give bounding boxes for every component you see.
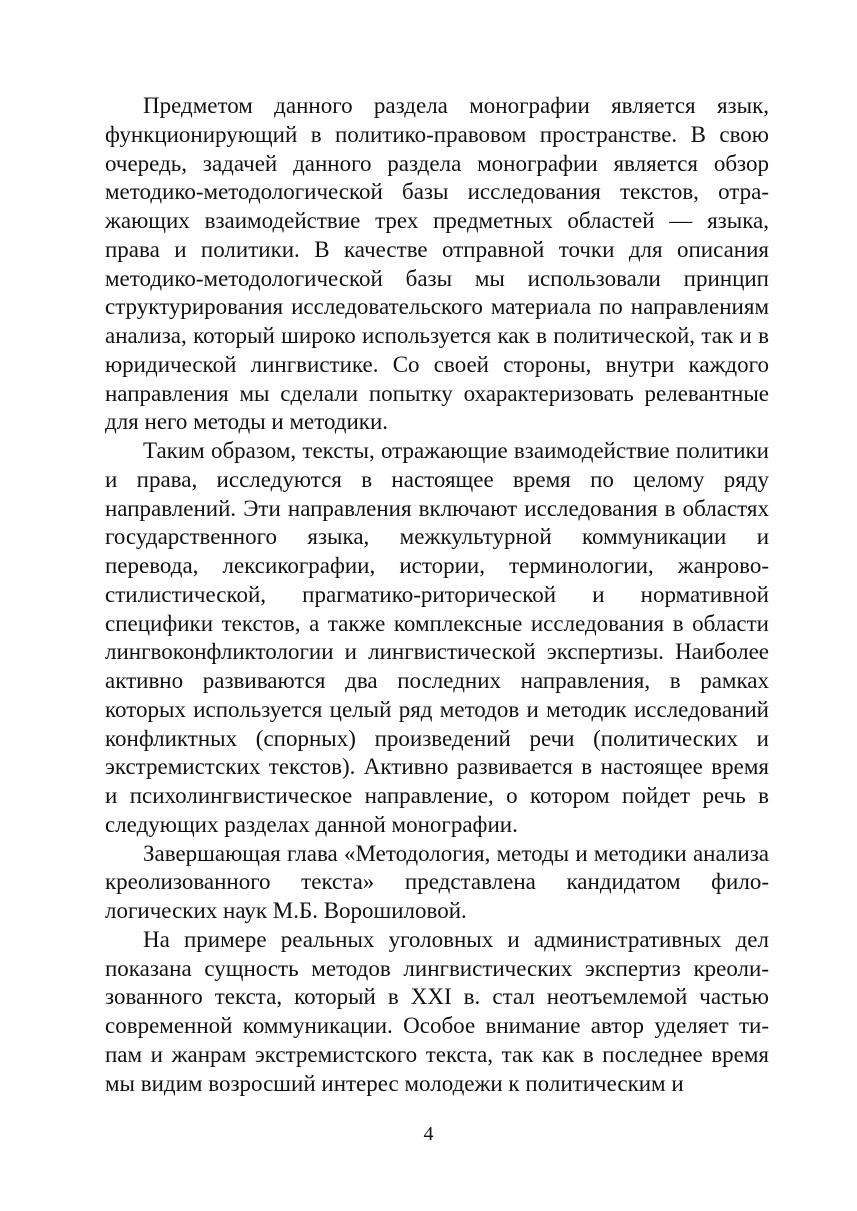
- paragraph-3: Завершающая глава «Методология, методы и методики анализа креолизованного текста» представлена кандидатом филологических наук М.Б. Ворошиловой.: [105, 840, 769, 923]
- page-body: [105, 92, 769, 1098]
- paragraph-4: На примере реальных уголовных и административных дел показана сущность методов лингвистических экспертиз креолизованного текста, который в XXI в. стал неотъемлемой частью современной коммуникации. Особое внимание автор уделяет типам и жанрам экстремистского текста, так как в последнее время мы видим возросший интерес молодежи к политическим и: [105, 926, 769, 1096]
- page-number: 4: [423, 1123, 434, 1145]
- paragraph-2: Таким образом, тексты, отражающие взаимодействие политики и права, исследуются в настоящее время по целому ряду направлений. Эти направления включают исследования в областях государственного языка, межкультурной коммуникации и перевода, лексикографии, истории, терминологии, жанрово-стилистической, прагматико-риторической и нормативной специфики текстов, а также комплексные исследования в области лингвоконфликтологии и лингвистической экспертизы. Наиболее активно развиваются два последних направления, в рамках которых используется целый ряд методов и методик исследований конфликтных (спорных) произведений речи (политических и экстремистских текстов). Активно развивается в настоящее время и психолингвистическое направление, о котором пойдет речь в следующих разделах данной монографии.: [105, 438, 769, 837]
- paragraph-1: Предметом данного раздела монографии является язык, функционирующий в политико-правовом пространстве. В свою очередь, задачей данного раздела монографии является обзор методико-методологической базы исследования текстов, отражающих взаимодействие трех предметных областей — языка, права и политики. В качестве отправной точки для описания методико-методологической базы мы использовали принцип структурирования исследовательского материала по направлениям анализа, который широко используется как в политической, так и в юридической лингвистике. Со своей стороны, внутри каждого направления мы сделали попытку охарактеризовать релевантные для него методы и методики.: [105, 93, 769, 435]
